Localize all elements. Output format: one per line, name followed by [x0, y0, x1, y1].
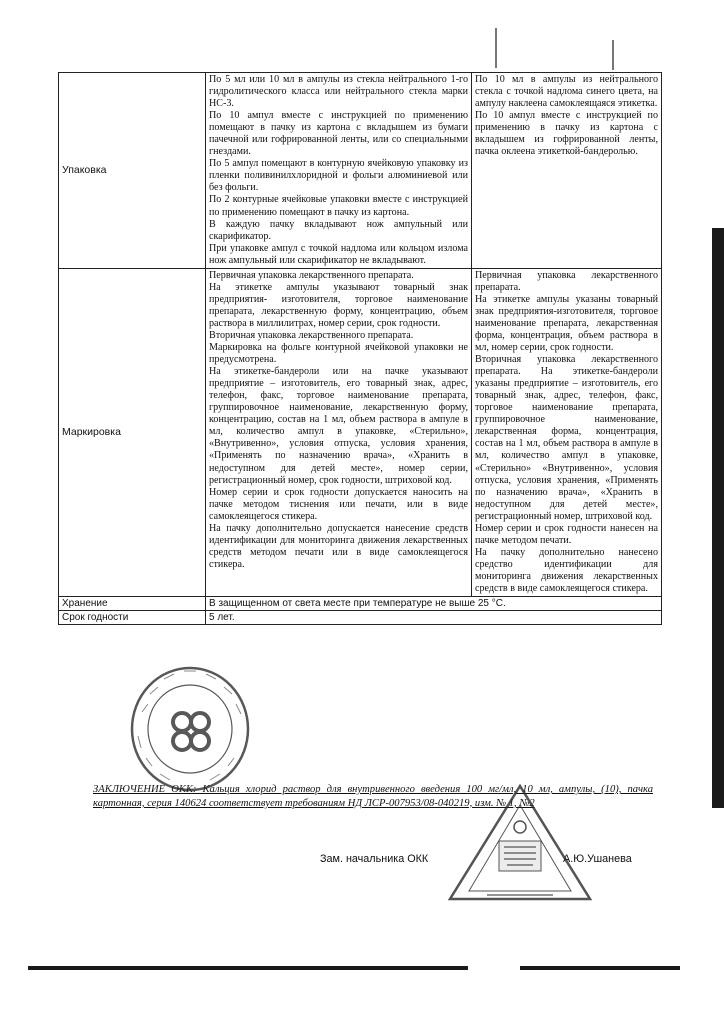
paragraph: По 5 ампул помещают в контурную ячейковую упаковку из пленки поливинилхлоридной и фольги алюминиевой или без фольги. [209, 158, 468, 194]
signatory-name: А.Ю.Ушанева [563, 853, 632, 865]
paragraph: На этикетке-бандероли или на пачке указывают предприятие – изготовитель, его товарный знак, адрес, телефон, факс, торговое наименование препарата, группировочное наименование, лекарственную форму, концентрацию, состав на 1 мл, объем раствора в ампуле в мл, количество ампул в упаковке, «Стерильно», «Внутривенно», условия отпуска, условия хранения, «Применять по назначению врача», «Хранить в недоступном для детей месте», номер серии, регистрационный номер, срок годности, штриховой код. [209, 366, 468, 486]
packaging-spec-text [206, 73, 472, 269]
triangle-stamp-icon [447, 783, 593, 903]
row-shelf-life [59, 611, 662, 625]
paragraph: Вторичная упаковка лекарственного препарата. На этикетке-бандероли указаны предприятие – изготовитель, его товарный знак, адрес, телефон, факс, торговое наименование препарата, группировочное наименование, лекарственная форма, концентрация, состав на 1 мл, объем раствора в ампуле в мл, количество ампул в упаковке, «Стерильно» «Внутривенно», условия отпуска, условия хранения, «Применять по назначению врача», «Хранить в недоступном для детей месте», регистрационный номер, штриховой код. [475, 354, 658, 522]
paragraph: При упаковке ампул с точкой надлома или кольцом излома нож ампульный или скарификатор не вкладывают. [209, 242, 468, 266]
shelf-life-label: Срок годности [59, 611, 206, 625]
paragraph: Маркировка на фольге контурной ячейковой упаковки не предусмотрена. [209, 342, 468, 366]
paragraph: На этикетке ампулы указаны товарный знак предприятия-изготовителя, торговое наименование препарата, лекарственная форма, концентрация, объем раствора в мл, номер серии, срок годности. [475, 293, 658, 354]
paragraph: Номер серии и срок годности нанесен на пачке методом печати. [475, 522, 658, 546]
paragraph: По 10 ампул вместе с инструкцией по применению помещают в пачку из картона с вкладышем из бумаги пачечной или гофрированной ленты, или со специальными гнездами. [209, 110, 468, 158]
paragraph: По 5 мл или 10 мл в ампулы из стекла нейтрального 1-го гидролитического класса или нейтрального стекла марки НС-3. [209, 74, 468, 110]
labeling-label: Маркировка [59, 268, 206, 596]
scan-edge-bottom-right [520, 966, 680, 970]
paragraph: На этикетке ампулы указывают товарный знак предприятия- изготовителя, торговое наименование препарата, лекарственную форму, концентрацию, объем раствора в миллилитрах, номер серии, срок годности. [209, 281, 468, 329]
scan-mark-top-right [612, 40, 614, 70]
paragraph: В каждую пачку вкладывают нож ампульный или скарификатор. [209, 218, 468, 242]
row-storage [59, 597, 662, 611]
packaging-actual-text [472, 73, 662, 269]
round-seal-icon [128, 664, 252, 794]
paragraph: Первичная упаковка лекарственного препарата. [475, 269, 658, 293]
paragraph: По 10 мл в ампулы из нейтрального стекла с точкой надлома синего цвета, на ампулу наклеена самоклеящаяся этикетка. [475, 74, 658, 110]
storage-label: Хранение [59, 597, 206, 611]
scan-edge-bottom [28, 966, 468, 970]
row-packaging [59, 73, 662, 269]
row-labeling [59, 268, 662, 596]
scan-edge-right [712, 228, 724, 808]
shelf-life-text: 5 лет. [206, 611, 662, 625]
packaging-label: Упаковка [59, 73, 206, 269]
labeling-spec-text [206, 268, 472, 596]
paragraph: Первичная упаковка лекарственного препарата. [209, 269, 414, 281]
paragraph: По 2 контурные ячейковые упаковки вместе с инструкцией по применению помещают в пачку из картона. [209, 194, 468, 218]
paragraph: На пачку дополнительно допускается нанесение средств идентификации для мониторинга движения лекарственных средств методом печати или в виде самоклеящегося стикера. [209, 522, 468, 570]
signatory-role: Зам. начальника ОКК [320, 853, 429, 865]
conclusion-text: ЗАКЛЮЧЕНИЕ ОКК: Кальция хлорид раствор для внутривенного введения 100 мг/мл, 10 мл, ампулы, (10), пачка картонная, серия 140624 соответствует требованиям НД ЛСР-007953/08-040219, изм. № 1, №2 [93, 784, 653, 809]
paragraph: Номер серии и срок годности допускается наносить на пачке методом тиснения или печати, или в виде самоклеящегося стикера. [209, 486, 468, 522]
spec-table [58, 72, 662, 625]
paragraph: Вторичная упаковка лекарственного препарата. [209, 329, 414, 341]
labeling-actual-text [472, 268, 662, 596]
paragraph: На пачку дополнительно нанесено средство идентификации для мониторинга движения лекарственных средств в виде самоклеящегося стикера. [475, 546, 658, 594]
paragraph: По 10 ампул вместе с инструкцией по применению в пачку из картона с вкладышем из гофрированной ленты, пачка оклеена этикеткой-бандеролью. [475, 110, 658, 158]
storage-text: В защищенном от света месте при температуре не выше 25 °С. [206, 597, 662, 611]
scan-mark-top [495, 28, 497, 68]
